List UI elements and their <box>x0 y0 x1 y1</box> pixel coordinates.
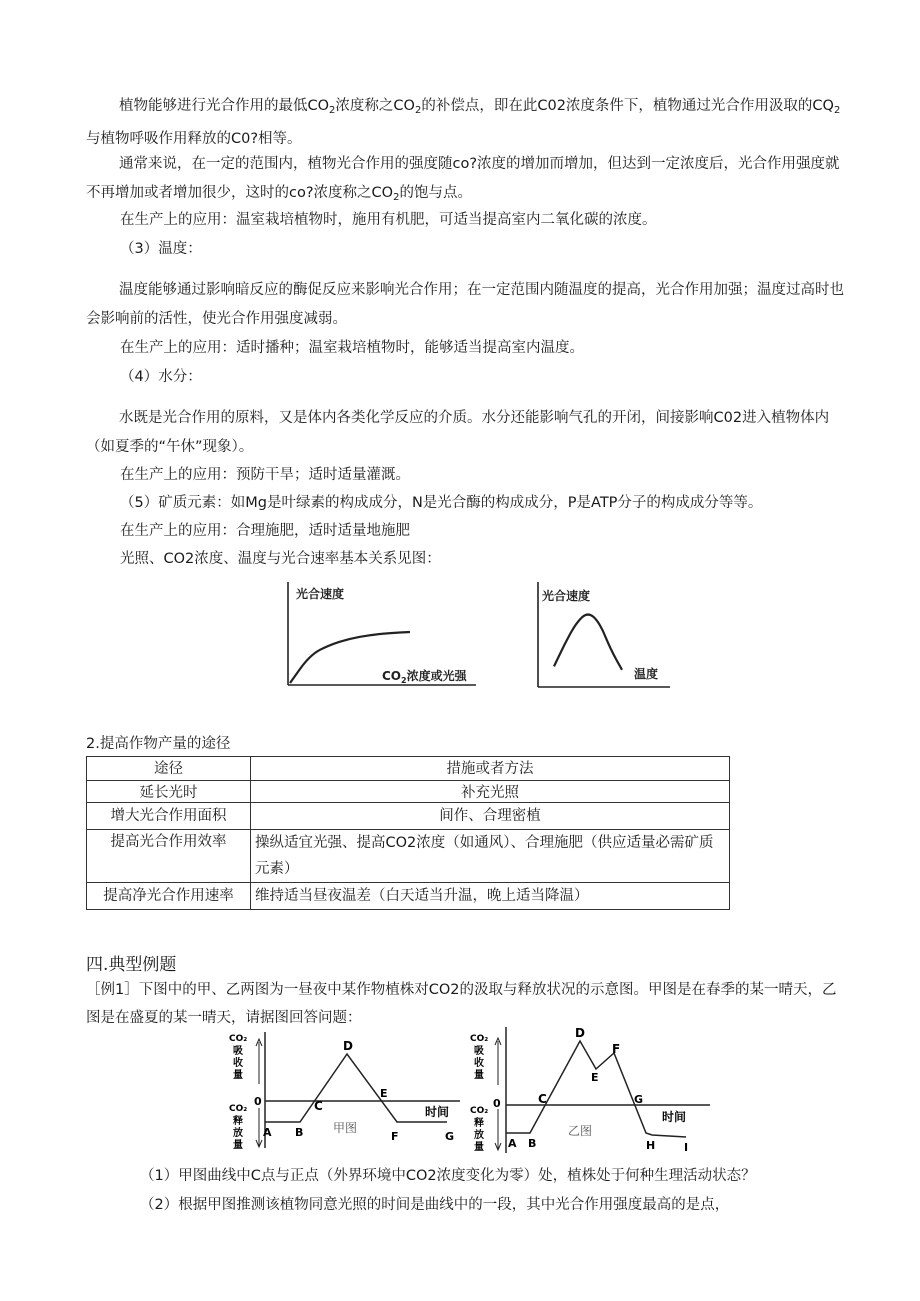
jia-point: G <box>445 1130 455 1143</box>
jia-name: 甲图 <box>333 1121 358 1135</box>
jia-down-co2: CO₂ <box>229 1104 248 1114</box>
mineral-elements: （5）矿质元素：如Mg是叶绿素的构成成分，N是光合酶的构成成分，P是ATP分子的构成成分等等。 <box>120 495 763 511</box>
yi-down-char: 量 <box>474 1142 484 1153</box>
chart1-xlabel: $CO_2$浓度或光强 <box>382 669 467 685</box>
application-water: 在生产上的应用：预防干旱；适时适量灌溉。 <box>120 467 410 483</box>
jia-down-char: 释 <box>233 1116 243 1127</box>
yi-point: F <box>612 1042 621 1056</box>
table-cell: 维持适当昼夜温差（白天适当升温，晚上适当降温） <box>251 883 730 910</box>
water-title: （4）水分： <box>120 369 202 385</box>
table-header: 途径 <box>87 757 251 781</box>
paragraph-temperature: 温度能够通过影响暗反应的酶促反应来影响光合作用；在一定范围内随温度的提高，光合作用加强；温度过高时也会影响前的活性，使光合作用强度减弱。 <box>86 282 844 327</box>
table-header-row <box>87 757 730 781</box>
chart2-ylabel: 光合速度 <box>542 589 591 603</box>
chart1-ylabel: 光合速度 <box>296 587 345 601</box>
table-cell: 补充光照 <box>251 781 730 803</box>
yi-point: B <box>528 1137 537 1150</box>
example-text: ［例1］下图中的甲、乙两图为一昼夜中某作物植株对CO2的汲取与释放状况的示意图。甲图是在春季的某一晴天，乙图是在盛夏的某一晴天，请据图回答问题： <box>86 982 837 1026</box>
chart-co2-light <box>270 580 480 695</box>
question-1: （1）甲图曲线中C点与正点（外界环境中CO2浓度变化为零）处，植株处于何种生理活动状态？ <box>140 1168 756 1184</box>
yi-down-char: 放 <box>474 1130 484 1141</box>
paragraph-compensation-point: 植物能够进行光合作用的最低$CO_2$浓度称之$CO_2$的补偿点，即在此C02浓度条件下，植物通过光合作用汲取的$CQ_2$与植物呼吸作用释放的C0?相等。 <box>86 98 841 147</box>
yield-table <box>86 756 730 910</box>
yi-name: 乙图 <box>568 1124 593 1138</box>
table-cell: 增大光合作用面积 <box>87 803 251 830</box>
jia-point: A <box>263 1126 272 1139</box>
jia-point: D <box>343 1039 353 1053</box>
question-2: （2）根据甲图推测该植物同意光照的时间是曲线中的一段，其中光合作用强度最高的是点， <box>140 1197 730 1213</box>
yi-time-label: 时间 <box>662 1110 687 1124</box>
chart-temperature <box>530 580 675 695</box>
table-row <box>87 883 730 910</box>
table-row <box>87 781 730 803</box>
relation-intro: 光照、CO2浓度、温度与光合速率基本关系见图： <box>120 551 441 567</box>
jia-curve <box>265 1054 450 1122</box>
jia-zero: 0 <box>254 1095 262 1108</box>
table-cell: 延长光时 <box>87 781 251 803</box>
table-title: 2.提高作物产量的途径 <box>86 736 231 752</box>
table-cell: 提高净光合作用速率 <box>87 883 251 910</box>
yi-point: A <box>508 1137 517 1150</box>
jia-time-label: 时间 <box>425 1105 450 1119</box>
chart-jia <box>225 1030 465 1150</box>
yi-point: C <box>538 1092 547 1106</box>
jia-down-char: 放 <box>233 1128 243 1139</box>
table-cell: 间作、合理密植 <box>251 803 730 830</box>
jia-point: B <box>295 1126 304 1139</box>
yi-down-char: 释 <box>474 1118 484 1129</box>
yi-point: H <box>646 1139 656 1152</box>
yi-point: G <box>634 1093 644 1106</box>
jia-up-char: 量 <box>233 1070 243 1081</box>
paragraph-saturation-point: 通常来说，在一定的范围内，植物光合作用的强度随co?浓度的增加而增加，但达到一定浓度后，光合作用强度就不再增加或者增加很少，这时的co?浓度称之$CO_2$的饱与点。 <box>86 156 840 203</box>
yi-curve <box>506 1041 686 1137</box>
application-co2: 在生产上的应用：温室栽培植物时，施用有机肥，可适当提高室内二氧化碳的浓度。 <box>120 212 657 228</box>
jia-point: F <box>391 1130 399 1143</box>
yi-up-char: 量 <box>474 1070 484 1081</box>
jia-up-char: 吸 <box>233 1046 243 1057</box>
application-temperature: 在生产上的应用：适时播种；温室栽培植物时，能够适当提高室内温度。 <box>120 340 584 356</box>
table-row <box>87 803 730 830</box>
yi-point: D <box>575 1026 585 1040</box>
yi-up-char: 吸 <box>474 1046 484 1057</box>
section-heading: 四.典型例题 <box>86 955 177 975</box>
paragraph-water: 水既是光合作用的原料，又是体内各类化学反应的介质。水分还能影响气孔的开闭，间接影响C02进入植物体内（如夏季的“午休”现象）。 <box>86 410 830 455</box>
table-cell: 提高光合作用效率 <box>87 830 251 883</box>
yi-down-co2: CO₂ <box>470 1106 489 1116</box>
table-row <box>87 830 730 883</box>
jia-point: E <box>380 1087 388 1100</box>
chart2-curve <box>554 615 622 670</box>
application-mineral: 在生产上的应用：合理施肥，适时适量地施肥 <box>120 523 410 539</box>
jia-up-char: 收 <box>233 1058 243 1069</box>
chart2-xlabel: 温度 <box>634 667 659 681</box>
jia-point: C <box>314 1099 323 1113</box>
yi-up-co2: CO₂ <box>470 1034 489 1044</box>
table-header: 措施或者方法 <box>251 757 730 781</box>
jia-up-co2: CO₂ <box>229 1034 248 1044</box>
yi-point: E <box>591 1071 599 1084</box>
yi-up-char: 收 <box>474 1058 484 1069</box>
yi-point: I <box>684 1141 689 1154</box>
table-cell: 操纵适宜光强、提高CO2浓度（如通风）、合理施肥（供应适量必需矿质元素） <box>251 830 730 883</box>
yi-zero: 0 <box>493 1097 501 1110</box>
temperature-title: （3）温度： <box>120 241 202 257</box>
jia-down-char: 量 <box>233 1140 243 1150</box>
chart-yi <box>468 1025 713 1155</box>
